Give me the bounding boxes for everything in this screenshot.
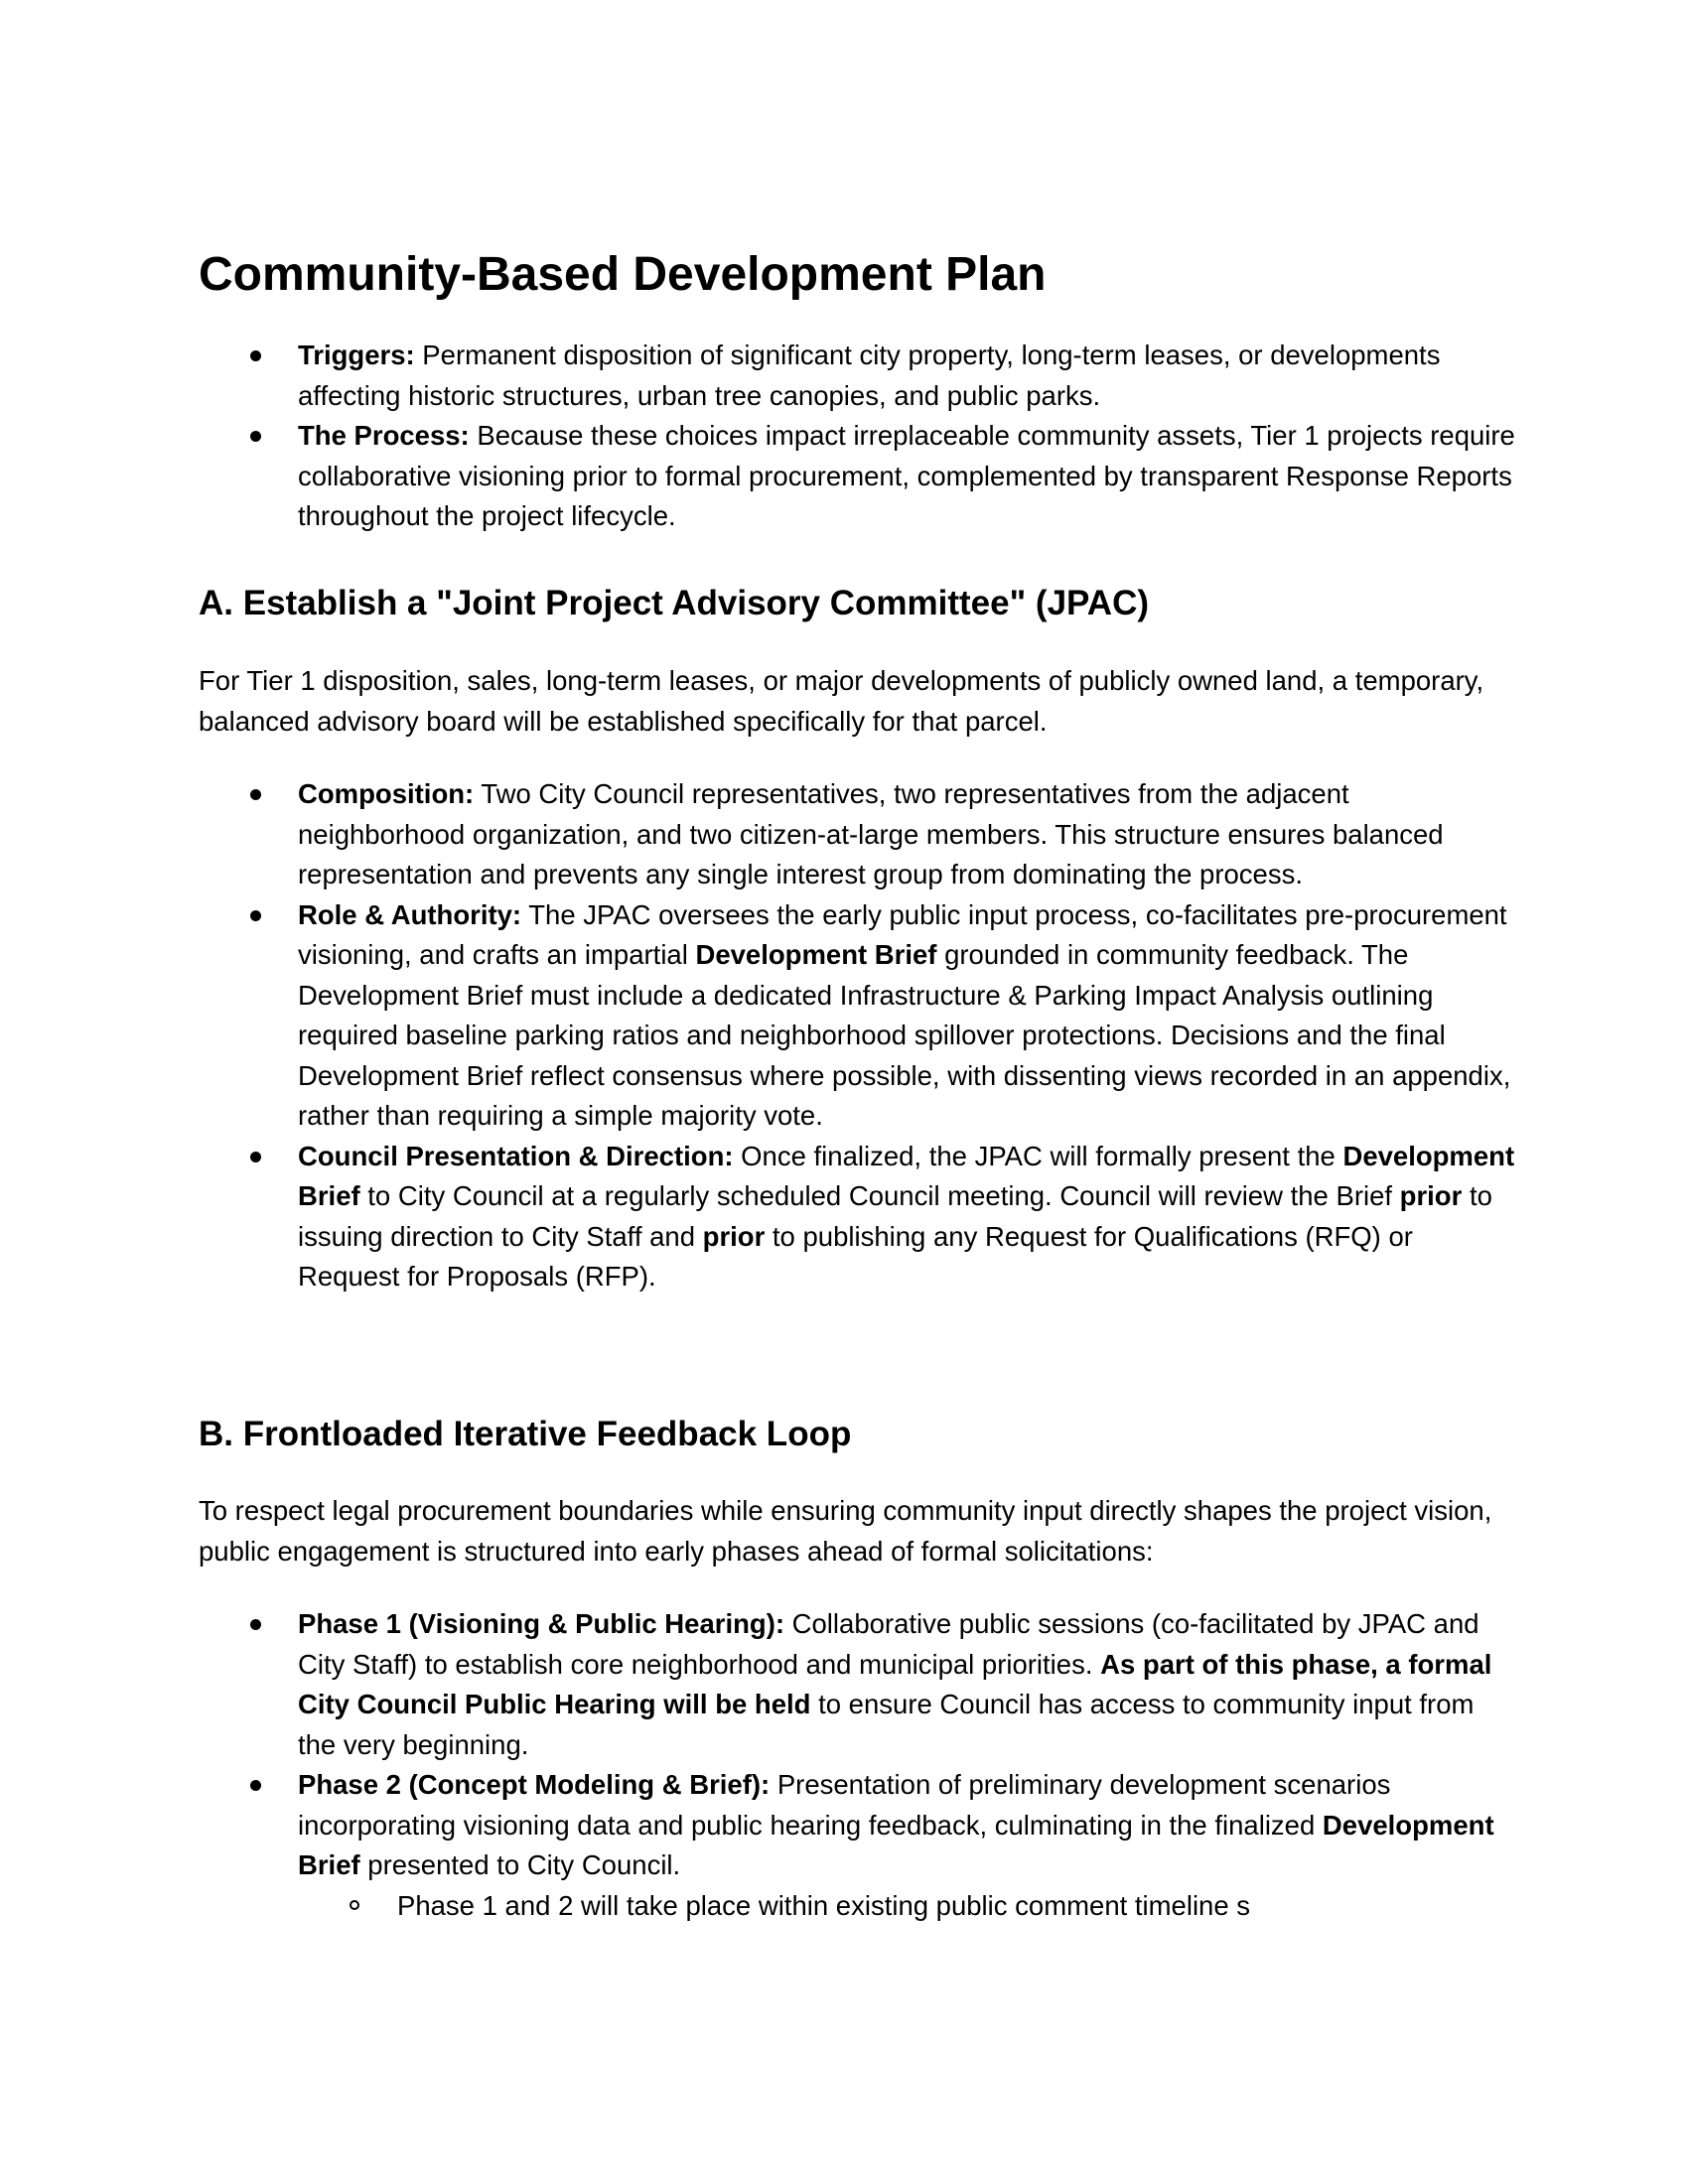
hollow-bullet-icon [350, 1900, 359, 1910]
bullet-text: Because these choices impact irreplaceable community assets, Tier 1 projects require collaborative visioning prior to formal procurement, complemented by transparent Response Reports throughout the project lifecycle. [298, 420, 1515, 531]
sub-list [298, 1886, 1519, 1927]
bullet-icon [250, 1619, 261, 1630]
list-item [199, 895, 1519, 1137]
bullet-text: Once finalized, the JPAC will formally present the [733, 1140, 1343, 1171]
bullet-label: Composition: [298, 778, 475, 809]
sub-list-item [199, 1886, 1519, 1927]
section-b-heading: B. Frontloaded Iterative Feedback Loop [199, 1415, 852, 1453]
bullet-label: Council Presentation & Direction: [298, 1140, 734, 1171]
bullet-text: to issuing direction to City Staff and [298, 1180, 1492, 1252]
bullet-text: Two City Council representatives, two representatives from the adjacent neighborhood organization, and two citizen-at-large members. This structure ensures balanced representation and prevents any single interest group from dominating the process. [298, 778, 1444, 889]
list-item [199, 336, 1519, 416]
bold-term: Development Brief [695, 939, 937, 970]
section-a-heading: A. Establish a "Joint Project Advisory Committee" (JPAC) [199, 584, 1149, 622]
bold-term: prior [1399, 1180, 1463, 1211]
bullet-icon [250, 789, 261, 800]
list-item [199, 1604, 1519, 1765]
list-item [199, 774, 1519, 895]
bullet-text: Collaborative public sessions (co-facilitated by JPAC and City Staff) to establish core neighborhood and municipal priorities. [298, 1608, 1479, 1680]
bullet-text: Presentation of preliminary development scenarios incorporating visioning data and public hearing feedback, culminating in the finalized [298, 1769, 1391, 1841]
intro-bullet-list [199, 336, 1519, 537]
section-a-paragraph: For Tier 1 disposition, sales, long-term leases, or major developments of publicly owned land, a temporary, balanced advisory board will be established specifically for that parcel. [199, 665, 1484, 737]
bullet-text: presented to City Council. [359, 1849, 681, 1880]
bullet-label: The Process: [298, 420, 470, 451]
bullet-text: The JPAC oversees the early public input process, co-facilitates pre-procurement visioning, and crafts an impartial [298, 898, 1507, 970]
list-item [199, 1765, 1519, 1926]
bullet-text: to publishing any Request for Qualifications (RFQ) or Request for Proposals (RFP). [298, 1220, 1413, 1292]
bullet-icon [250, 350, 261, 361]
bullet-text: Permanent disposition of significant city property, long-term leases, or developments affecting historic structures, urban tree canopies, and public parks. [298, 340, 1441, 411]
section-b-bullet-list [199, 1604, 1519, 1926]
bullet-icon [250, 1780, 261, 1791]
bullet-label: Phase 2 (Concept Modeling & Brief): [298, 1769, 771, 1800]
bold-term: As part of this phase, a formal City Council Public Hearing will be held [298, 1648, 1492, 1719]
section-a-bullet-list [199, 774, 1519, 1297]
bullet-label: Role & Authority: [298, 898, 522, 930]
bullet-text: to City Council at a regularly scheduled Council meeting. Council will review the Brief [359, 1180, 1400, 1211]
bullet-label: Phase 1 (Visioning & Public Hearing): [298, 1608, 785, 1639]
sub-item-text: Phase 1 and 2 will take place within existing public comment timeline s [397, 1889, 1251, 1921]
bullet-text: grounded in community feedback. The Development Brief must include a dedicated Infrastructure & Parking Impact Analysis outlining required baseline parking ratios and neighborhood spillover protections. Decisions and the final Development Brief reflect consensus where possible, with dissenting views recorded in an appendix, rather than requiring a simple majority vote. [298, 939, 1511, 1131]
bullet-icon [250, 910, 261, 921]
bold-term: Development Brief [298, 1809, 1494, 1880]
bold-term: prior [702, 1220, 766, 1252]
list-item [199, 1137, 1519, 1297]
bullet-text: to ensure Council has access to community input from the very beginning. [298, 1689, 1475, 1760]
page-title: Community-Based Development Plan [199, 248, 1047, 301]
bullet-label: Triggers: [298, 340, 415, 370]
bullet-icon [250, 1152, 261, 1162]
bullet-icon [250, 431, 261, 442]
list-item [199, 416, 1519, 537]
bold-term: Development Brief [298, 1140, 1515, 1211]
section-b-paragraph: To respect legal procurement boundaries while ensuring community input directly shapes the project vision, public engagement is structured into early phases ahead of formal solicitations: [199, 1495, 1492, 1567]
